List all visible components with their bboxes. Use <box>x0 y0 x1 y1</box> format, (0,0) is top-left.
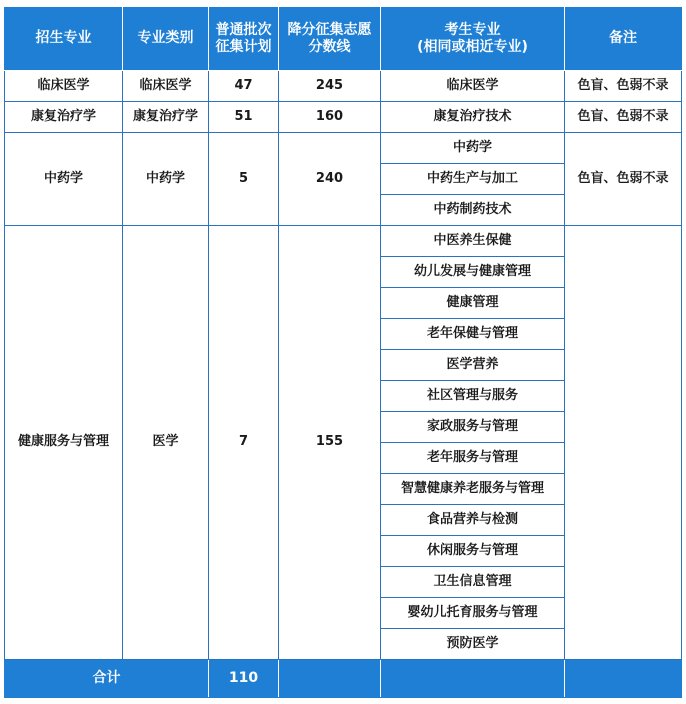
cell-plan: 7 <box>209 226 279 660</box>
cell-exam-major: 社区管理与服务 <box>381 381 565 412</box>
header-category: 专业类别 <box>123 8 209 71</box>
cell-exam-major: 中药学 <box>381 133 565 164</box>
header-plan <box>209 8 279 71</box>
cell-category: 康复治疗学 <box>123 102 209 133</box>
header-plan-line1: 普通批次 <box>215 21 272 38</box>
cell-exam-major: 预防医学 <box>381 629 565 660</box>
cell-exam-major: 家政服务与管理 <box>381 412 565 443</box>
cell-plan: 5 <box>209 133 279 226</box>
header-major: 招生专业 <box>5 8 123 71</box>
cell-note: 色盲、色弱不录 <box>565 71 682 102</box>
total-row <box>5 660 682 698</box>
total-label: 合计 <box>5 660 209 698</box>
cell-exam-major: 休闲服务与管理 <box>381 536 565 567</box>
cell-major: 康复治疗学 <box>5 102 123 133</box>
total-empty-note <box>565 660 682 698</box>
cell-category: 临床医学 <box>123 71 209 102</box>
cell-exam-major: 智慧健康养老服务与管理 <box>381 474 565 505</box>
cell-score: 160 <box>279 102 381 133</box>
cell-note: 色盲、色弱不录 <box>565 102 682 133</box>
cell-major: 中药学 <box>5 133 123 226</box>
cell-exam-major: 幼儿发展与健康管理 <box>381 257 565 288</box>
header-score <box>279 8 381 71</box>
header-row <box>5 8 682 71</box>
cell-exam-major: 健康管理 <box>381 288 565 319</box>
header-score-line2: 分数线 <box>308 39 351 55</box>
table-row <box>5 102 682 133</box>
table-row <box>5 226 682 257</box>
cell-plan: 47 <box>209 71 279 102</box>
cell-exam-major: 中药生产与加工 <box>381 164 565 195</box>
cell-score: 245 <box>279 71 381 102</box>
cell-score: 155 <box>279 226 381 660</box>
header-note: 备注 <box>565 8 682 71</box>
cell-exam-major: 卫生信息管理 <box>381 567 565 598</box>
header-score-line1: 降分征集志愿 <box>287 21 372 38</box>
header-exam-major-line2: (相同或相近专业) <box>417 39 528 55</box>
cell-exam-major: 老年保健与管理 <box>381 319 565 350</box>
header-exam-major-line1: 考生专业 <box>444 21 501 38</box>
total-empty-exam-major <box>381 660 565 698</box>
cell-exam-major: 老年服务与管理 <box>381 443 565 474</box>
cell-exam-major: 食品营养与检测 <box>381 505 565 536</box>
table-row <box>5 133 682 164</box>
cell-exam-major: 康复治疗技术 <box>381 102 565 133</box>
cell-exam-major: 临床医学 <box>381 71 565 102</box>
cell-score: 240 <box>279 133 381 226</box>
cell-major: 健康服务与管理 <box>5 226 123 660</box>
total-value: 110 <box>209 660 279 698</box>
header-exam-major <box>381 8 565 71</box>
enrollment-table-container <box>4 7 682 698</box>
cell-exam-major: 医学营养 <box>381 350 565 381</box>
cell-note: 色盲、色弱不录 <box>565 133 682 226</box>
cell-note <box>565 226 682 660</box>
cell-category: 医学 <box>123 226 209 660</box>
cell-exam-major: 婴幼儿托育服务与管理 <box>381 598 565 629</box>
cell-major: 临床医学 <box>5 71 123 102</box>
total-empty-score <box>279 660 381 698</box>
cell-category: 中药学 <box>123 133 209 226</box>
cell-plan: 51 <box>209 102 279 133</box>
enrollment-table <box>4 7 682 698</box>
cell-exam-major: 中药制药技术 <box>381 195 565 226</box>
cell-exam-major: 中医养生保健 <box>381 226 565 257</box>
table-row <box>5 71 682 102</box>
header-plan-line2: 征集计划 <box>215 39 272 55</box>
